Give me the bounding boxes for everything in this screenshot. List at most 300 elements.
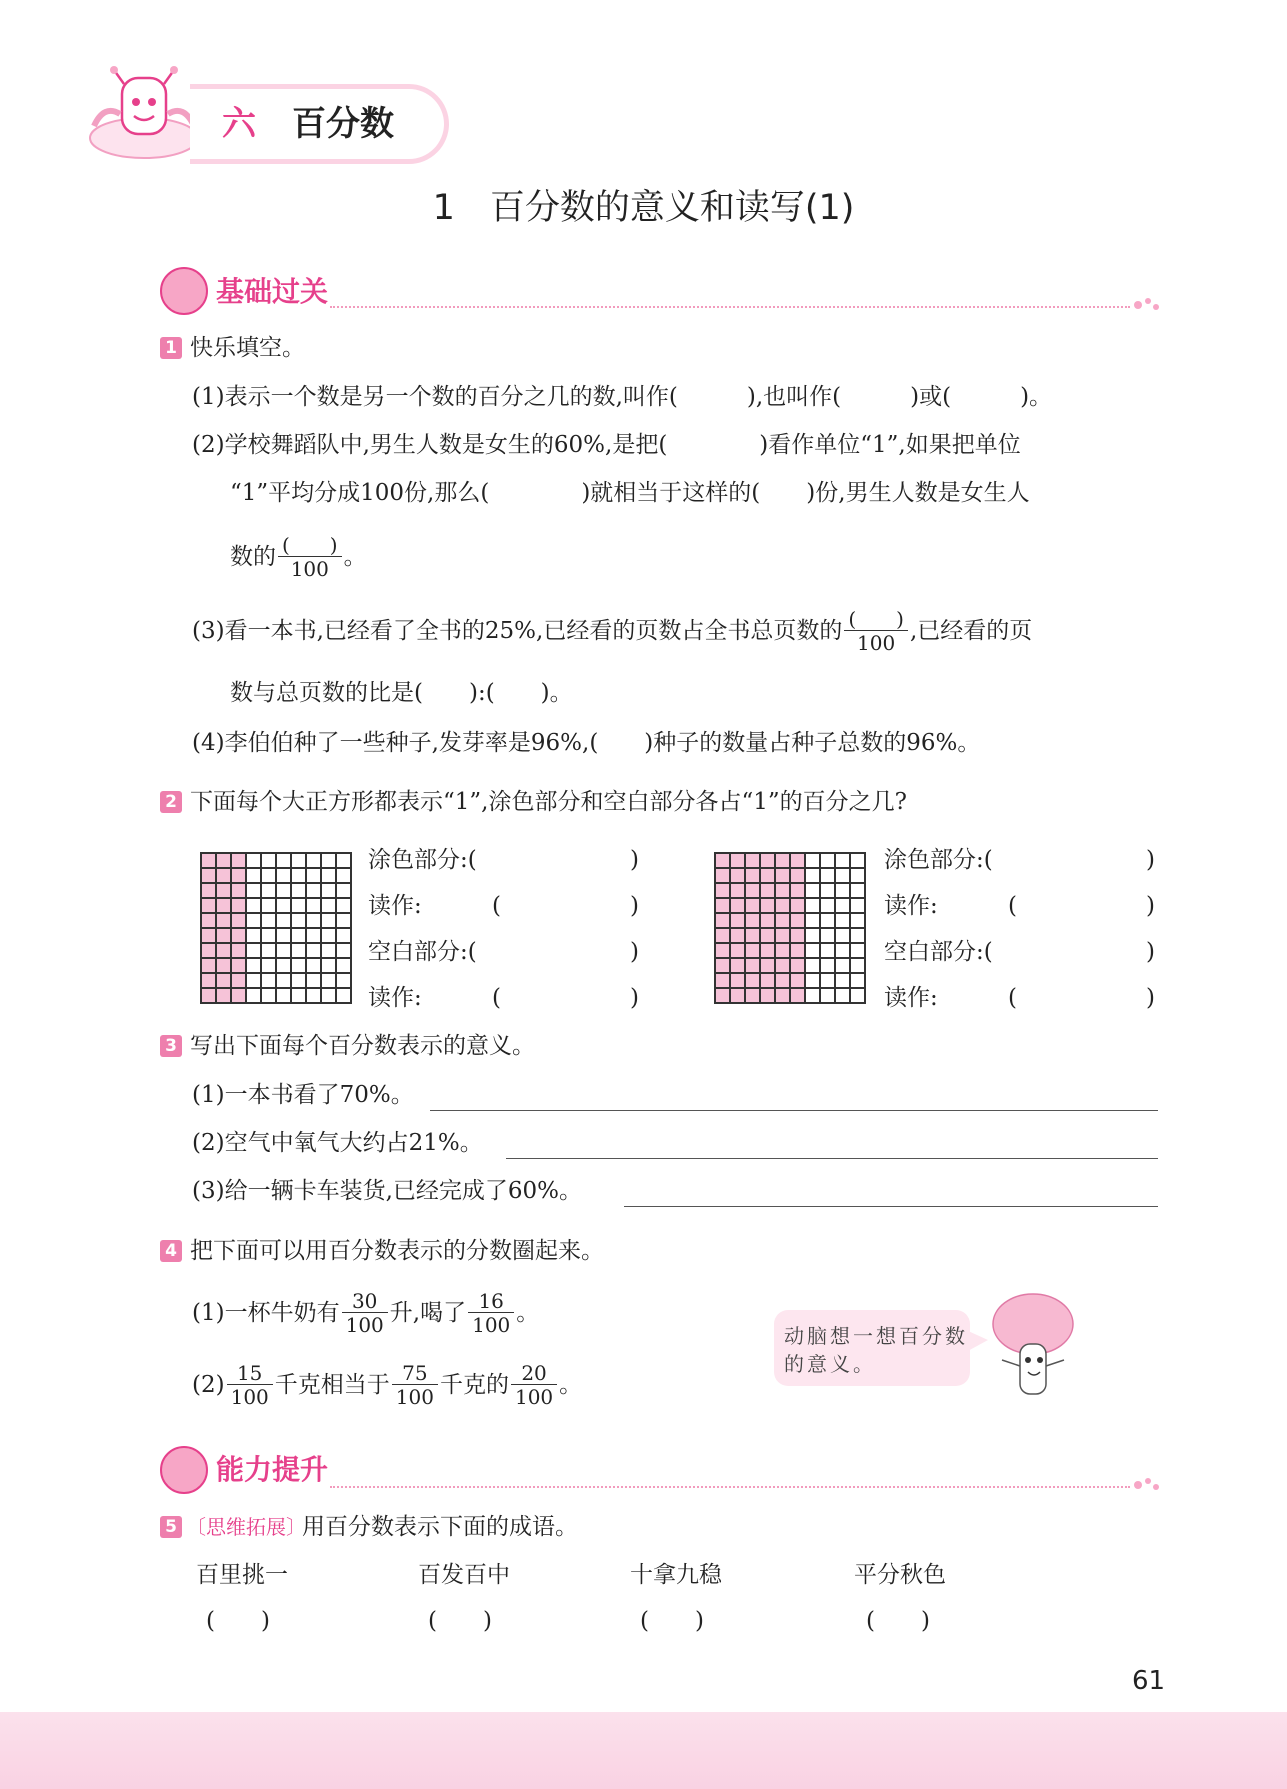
grid-cell-shaded (760, 853, 775, 868)
grid-cell-shaded (201, 883, 216, 898)
tree-character-illustration (988, 1290, 1078, 1404)
grid-cell-blank (850, 943, 865, 958)
label-shaded: 涂色部分:( (884, 847, 993, 873)
grid-cell-blank (805, 898, 820, 913)
answer-blank[interactable]: ( ) (866, 1608, 930, 1634)
grid-cell-blank (336, 973, 351, 988)
grid-cell-blank (261, 868, 276, 883)
q1-item2-end: 。 (343, 544, 367, 570)
q1-item3-text: (3)看一本书,已经看了全书的25%,已经看的页数占全书总页数的 (192, 618, 843, 644)
fraction-denominator: 100 (345, 1312, 384, 1337)
paren-open: ( (1008, 985, 1017, 1011)
fraction-denominator: 100 (514, 1384, 554, 1409)
grid-cell-shaded (715, 913, 730, 928)
answer-line[interactable] (624, 1206, 1158, 1207)
grid-cell-blank (246, 868, 261, 883)
grid-cell-shaded (201, 988, 216, 1003)
fraction-denominator: 100 (395, 1384, 434, 1409)
paren-close: ) (630, 847, 639, 873)
answer-line[interactable] (506, 1158, 1158, 1159)
grid-cell-blank (291, 868, 306, 883)
grid-cell-blank (835, 928, 850, 943)
grid-cell-blank (276, 913, 291, 928)
grid-cell-blank (336, 943, 351, 958)
grid-cell-blank (306, 958, 321, 973)
section-divider (330, 306, 1130, 308)
question-title: 快乐填空。 (190, 335, 305, 361)
grid-cell-blank (276, 928, 291, 943)
grid-cell-blank (321, 898, 336, 913)
fraction[interactable] (227, 1362, 273, 1409)
grid-cell-blank (805, 943, 820, 958)
fraction-numerator: 15 (236, 1360, 263, 1385)
grid-cell-shaded (201, 973, 216, 988)
section-title-advanced: 能力提升 (216, 1453, 329, 1486)
grid-cell-shaded (745, 958, 760, 973)
grid-cell-blank (336, 883, 351, 898)
grid-cell-blank (336, 853, 351, 868)
grid-cell-blank (306, 868, 321, 883)
grid-cell-shaded (715, 943, 730, 958)
answer-line[interactable] (430, 1110, 1158, 1111)
grid-cell-blank (276, 883, 291, 898)
grid-cell-shaded (216, 958, 231, 973)
grid-cell-blank (820, 868, 835, 883)
grid-cell-shaded (216, 883, 231, 898)
grid-cell-blank (336, 868, 351, 883)
grid-cell-blank (820, 928, 835, 943)
grid-cell-blank (261, 928, 276, 943)
grid-cell-shaded (231, 868, 246, 883)
grid-cell-blank (291, 883, 306, 898)
grid-cell-shaded (790, 973, 805, 988)
fraction[interactable] (342, 1290, 388, 1337)
grid-cell-shaded (745, 943, 760, 958)
grid-cell-shaded (775, 853, 790, 868)
page-number: 61 (1132, 1666, 1166, 1696)
grid-cell-shaded (790, 883, 805, 898)
grid-cell-blank (835, 853, 850, 868)
grid-cell-blank (291, 898, 306, 913)
grid-cell-shaded (231, 958, 246, 973)
grid-cell-shaded (760, 868, 775, 883)
grid-cell-shaded (231, 973, 246, 988)
grid-cell-shaded (745, 868, 760, 883)
grid-cell-blank (306, 928, 321, 943)
question-badge: 2 (160, 791, 182, 813)
grid-cell-blank (276, 868, 291, 883)
grid-cell-shaded (790, 988, 805, 1003)
grid-cell-blank (276, 898, 291, 913)
grid-cell-blank (321, 853, 336, 868)
grid-cell-blank (246, 898, 261, 913)
grid-cell-shaded (760, 943, 775, 958)
grid-cell-blank (261, 943, 276, 958)
fraction-numerator: ( ) (848, 606, 904, 631)
grid-cell-shaded (775, 973, 790, 988)
hint-text: 动脑想一想百分数的意义。 (784, 1324, 968, 1376)
q4-item1-text-a: (1)一杯牛奶有 (192, 1300, 340, 1326)
grid-cell-blank (835, 883, 850, 898)
grid-cell-blank (850, 928, 865, 943)
question-title: 把下面可以用百分数表示的分数圈起来。 (190, 1238, 604, 1264)
q4-item2-text-b: 千克相当于 (274, 1372, 390, 1398)
grid-cell-shaded (201, 868, 216, 883)
grid-cell-blank (835, 958, 850, 973)
grid-cell-blank (261, 883, 276, 898)
grid-cell-blank (321, 943, 336, 958)
grid-cell-blank (805, 868, 820, 883)
paren-open: ( (492, 893, 501, 919)
label-blank: 空白部分:( (368, 939, 477, 965)
grid-cell-blank (246, 973, 261, 988)
grid-cell-shaded (216, 928, 231, 943)
grid-cell-shaded (745, 913, 760, 928)
label-shaded: 涂色部分:( (368, 847, 477, 873)
grid-cell-shaded (745, 973, 760, 988)
grid-cell-shaded (231, 898, 246, 913)
grid-cell-blank (306, 973, 321, 988)
grid-cell-shaded (715, 958, 730, 973)
grid-cell-blank (276, 988, 291, 1003)
grid-cell-blank (276, 958, 291, 973)
grid-cell-shaded (216, 988, 231, 1003)
paren-close: ) (630, 893, 639, 919)
grid-cell-blank (336, 988, 351, 1003)
fraction-denominator: 100 (230, 1384, 269, 1409)
grid-cell-blank (321, 958, 336, 973)
grid-cell-blank (820, 943, 835, 958)
paren-close: ) (630, 939, 639, 965)
paren-close: ) (1146, 847, 1155, 873)
fraction-numerator: ( ) (282, 532, 338, 557)
q4-item2-text-d: 。 (559, 1372, 583, 1398)
grid-cell-blank (805, 853, 820, 868)
grid-cell-blank (246, 913, 261, 928)
grid-cell-blank (835, 913, 850, 928)
grid-cell-blank (321, 928, 336, 943)
idiom-2: 百发百中 (418, 1562, 510, 1588)
grid-cell-shaded (715, 883, 730, 898)
grid-cell-shaded (775, 958, 790, 973)
grid-cell-shaded (730, 943, 745, 958)
grid-cell-blank (261, 913, 276, 928)
fraction-blank (278, 534, 342, 581)
grid-cell-blank (246, 853, 261, 868)
q4-item2-text-a: (2) (192, 1372, 225, 1398)
grid-cell-blank (805, 988, 820, 1003)
grid-cell-blank (835, 898, 850, 913)
paren-close: ) (1146, 893, 1155, 919)
footer-band (0, 1712, 1287, 1789)
question-badge: 1 (160, 337, 182, 359)
label-read: 读作: (884, 985, 938, 1011)
q1-item3-line1 (192, 598, 1032, 664)
grid-cell-blank (835, 973, 850, 988)
q1-item2-line1: (2)学校舞蹈队中,男生人数是女生的60%,是把( )看作单位“1”,如果把单位 (192, 432, 1021, 458)
q4-item1-text-b: 升,喝了 (389, 1300, 467, 1326)
q1-item2-line2: “1”平均分成100份,那么( )就相当于这样的( )份,男生人数是女生人 (230, 480, 1030, 506)
grid-cell-blank (321, 988, 336, 1003)
paren-close: ) (1146, 939, 1155, 965)
grid-cell-shaded (730, 868, 745, 883)
dots-decoration-icon (1132, 1476, 1162, 1498)
grid-cell-shaded (790, 898, 805, 913)
grid-cell-blank (820, 898, 835, 913)
question-badge: 5 (160, 1516, 182, 1538)
fraction-blank (844, 608, 908, 655)
grid-cell-shaded (760, 973, 775, 988)
grid-cell-shaded (715, 928, 730, 943)
grid-cell-blank (246, 958, 261, 973)
grid-cell-blank (820, 988, 835, 1003)
grid-cell-shaded (216, 898, 231, 913)
grid-cell-blank (850, 883, 865, 898)
grid-cell-blank (336, 928, 351, 943)
grid-cell-blank (336, 898, 351, 913)
grid-cell-blank (306, 988, 321, 1003)
grid-cell-blank (306, 883, 321, 898)
grid-cell-blank (291, 928, 306, 943)
grid-cell-blank (835, 988, 850, 1003)
grid-cell-shaded (775, 868, 790, 883)
grid-cell-shaded (730, 928, 745, 943)
grid-cell-shaded (201, 928, 216, 943)
mascot-illustration (84, 64, 204, 160)
grid-cell-blank (306, 853, 321, 868)
grid-cell-shaded (715, 868, 730, 883)
grid-cell-shaded (715, 898, 730, 913)
paren-open: ( (1008, 893, 1017, 919)
grid-cell-shaded (790, 913, 805, 928)
grid-cell-shaded (201, 943, 216, 958)
q5-tag: 〔思维拓展〕 (186, 1515, 306, 1539)
grid-cell-blank (276, 943, 291, 958)
label-read: 读作: (368, 985, 422, 1011)
section-title-basic: 基础过关 (216, 275, 329, 308)
grid-cell-blank (820, 958, 835, 973)
grid-cell-shaded (216, 943, 231, 958)
fraction-numerator: 30 (351, 1288, 378, 1313)
grid-cell-blank (261, 958, 276, 973)
question-title: 用百分数表示下面的成语。 (302, 1514, 578, 1540)
grid-cell-shaded (216, 913, 231, 928)
section-icon-advanced (160, 1446, 208, 1494)
grid-cell-blank (820, 853, 835, 868)
grid-cell-blank (306, 913, 321, 928)
grid-cell-shaded (775, 883, 790, 898)
label-read: 读作: (884, 893, 938, 919)
grid-cell-shaded (201, 853, 216, 868)
answer-blank[interactable]: ( ) (428, 1608, 492, 1634)
grid-cell-blank (246, 988, 261, 1003)
paren-open: ( (492, 985, 501, 1011)
grid-cell-shaded (760, 883, 775, 898)
answer-blank[interactable]: ( ) (206, 1608, 270, 1634)
grid-cell-blank (850, 973, 865, 988)
grid-cell-shaded (730, 883, 745, 898)
idiom-4: 平分秋色 (854, 1562, 946, 1588)
q1-item2-line3 (230, 524, 367, 590)
grid-cell-blank (246, 883, 261, 898)
chapter-number: 六 (222, 104, 256, 144)
grid-cell-shaded (730, 853, 745, 868)
grid-cell-blank (291, 973, 306, 988)
hundred-grid-right (714, 852, 866, 1004)
grid-cell-blank (276, 973, 291, 988)
label-read: 读作: (368, 893, 422, 919)
grid-cell-blank (291, 988, 306, 1003)
question-title: 写出下面每个百分数表示的意义。 (190, 1033, 535, 1059)
fraction-denominator: 100 (857, 630, 896, 655)
grid-cell-blank (820, 913, 835, 928)
grid-cell-shaded (730, 973, 745, 988)
grid-cell-blank (321, 868, 336, 883)
fraction-numerator: 16 (478, 1288, 504, 1313)
q1-item3-after: ,已经看的页 (909, 618, 1033, 644)
grid-cell-shaded (715, 853, 730, 868)
q3-item2: (2)空气中氧气大约占21%。 (192, 1130, 483, 1156)
grid-cell-shaded (745, 928, 760, 943)
grid-cell-shaded (216, 853, 231, 868)
grid-cell-blank (321, 883, 336, 898)
grid-cell-blank (336, 913, 351, 928)
grid-cell-shaded (201, 958, 216, 973)
paren-close: ) (630, 985, 639, 1011)
grid-cell-blank (850, 853, 865, 868)
q4-item2-text-c: 千克的 (439, 1372, 509, 1398)
fraction[interactable] (392, 1362, 438, 1409)
grid-cell-shaded (231, 883, 246, 898)
section-divider (330, 1486, 1130, 1488)
grid-cell-blank (835, 943, 850, 958)
grid-cell-blank (805, 913, 820, 928)
grid-cell-blank (850, 913, 865, 928)
q1-item2-text: 数的 (230, 544, 276, 570)
idiom-1: 百里挑一 (196, 1562, 288, 1588)
grid-cell-blank (850, 898, 865, 913)
grid-cell-shaded (775, 898, 790, 913)
grid-cell-shaded (231, 943, 246, 958)
fraction[interactable] (468, 1290, 514, 1337)
grid-cell-shaded (760, 958, 775, 973)
grid-cell-shaded (231, 913, 246, 928)
grid-cell-shaded (745, 988, 760, 1003)
grid-cell-blank (261, 973, 276, 988)
grid-cell-blank (291, 943, 306, 958)
grid-cell-shaded (760, 898, 775, 913)
question-title: 下面每个大正方形都表示“1”,涂色部分和空白部分各占“1”的百分之几? (190, 789, 907, 815)
answer-blank[interactable]: ( ) (640, 1608, 704, 1634)
label-blank: 空白部分:( (884, 939, 993, 965)
grid-cell-shaded (730, 988, 745, 1003)
grid-cell-blank (321, 913, 336, 928)
q1-item3-line2: 数与总页数的比是( ):( )。 (230, 680, 573, 706)
fraction-numerator: 20 (521, 1360, 547, 1385)
grid-cell-blank (321, 973, 336, 988)
grid-cell-blank (820, 883, 835, 898)
grid-cell-shaded (216, 868, 231, 883)
grid-cell-blank (336, 958, 351, 973)
fraction-denominator: 100 (472, 1312, 511, 1337)
grid-cell-shaded (715, 973, 730, 988)
grid-cell-shaded (760, 913, 775, 928)
q4-item1 (192, 1280, 539, 1346)
grid-cell-shaded (775, 943, 790, 958)
grid-cell-blank (291, 958, 306, 973)
chapter-title: 百分数 (292, 104, 394, 144)
grid-cell-shaded (231, 853, 246, 868)
grid-cell-blank (805, 883, 820, 898)
grid-cell-blank (306, 898, 321, 913)
grid-cell-shaded (231, 928, 246, 943)
lesson-title: 1 百分数的意义和读写(1) (432, 188, 855, 228)
grid-cell-blank (261, 898, 276, 913)
grid-cell-shaded (775, 913, 790, 928)
grid-cell-shaded (231, 988, 246, 1003)
grid-cell-shaded (730, 913, 745, 928)
fraction-numerator: 75 (402, 1360, 428, 1385)
grid-cell-shaded (745, 883, 760, 898)
grid-cell-blank (306, 943, 321, 958)
grid-cell-blank (246, 928, 261, 943)
grid-cell-shaded (790, 928, 805, 943)
fraction-denominator: 100 (290, 556, 329, 581)
idiom-3: 十拿九稳 (630, 1562, 722, 1588)
dots-decoration-icon (1132, 296, 1162, 318)
grid-cell-shaded (201, 898, 216, 913)
grid-cell-blank (261, 988, 276, 1003)
grid-cell-blank (291, 913, 306, 928)
grid-cell-shaded (775, 988, 790, 1003)
grid-cell-blank (850, 958, 865, 973)
grid-cell-shaded (775, 928, 790, 943)
grid-cell-shaded (715, 988, 730, 1003)
grid-cell-blank (850, 868, 865, 883)
grid-cell-blank (261, 853, 276, 868)
grid-cell-blank (276, 853, 291, 868)
hundred-grid-left (200, 852, 352, 1004)
grid-cell-shaded (790, 958, 805, 973)
paren-close: ) (1146, 985, 1155, 1011)
grid-cell-shaded (790, 943, 805, 958)
grid-cell-blank (805, 973, 820, 988)
q4-item1-text-c: 。 (516, 1300, 540, 1326)
grid-cell-blank (291, 853, 306, 868)
grid-cell-shaded (790, 853, 805, 868)
q4-item2 (192, 1352, 582, 1418)
grid-cell-blank (805, 958, 820, 973)
question-badge: 3 (160, 1035, 182, 1057)
grid-cell-shaded (760, 988, 775, 1003)
grid-cell-blank (246, 943, 261, 958)
q3-item1: (1)一本书看了70%。 (192, 1082, 414, 1108)
grid-cell-shaded (730, 958, 745, 973)
grid-cell-shaded (216, 973, 231, 988)
grid-cell-blank (850, 988, 865, 1003)
fraction[interactable] (511, 1362, 557, 1409)
q3-item3: (3)给一辆卡车装货,已经完成了60%。 (192, 1178, 583, 1204)
q1-item4: (4)李伯伯种了一些种子,发芽率是96%,( )种子的数量占种子总数的96%。 (192, 730, 981, 756)
question-badge: 4 (160, 1240, 182, 1262)
q1-item1: (1)表示一个数是另一个数的百分之几的数,叫作( ),也叫作( )或( )。 (192, 384, 1053, 410)
grid-cell-blank (835, 868, 850, 883)
grid-cell-shaded (760, 928, 775, 943)
grid-cell-blank (805, 928, 820, 943)
grid-cell-blank (820, 973, 835, 988)
grid-cell-shaded (201, 913, 216, 928)
grid-cell-shaded (745, 853, 760, 868)
